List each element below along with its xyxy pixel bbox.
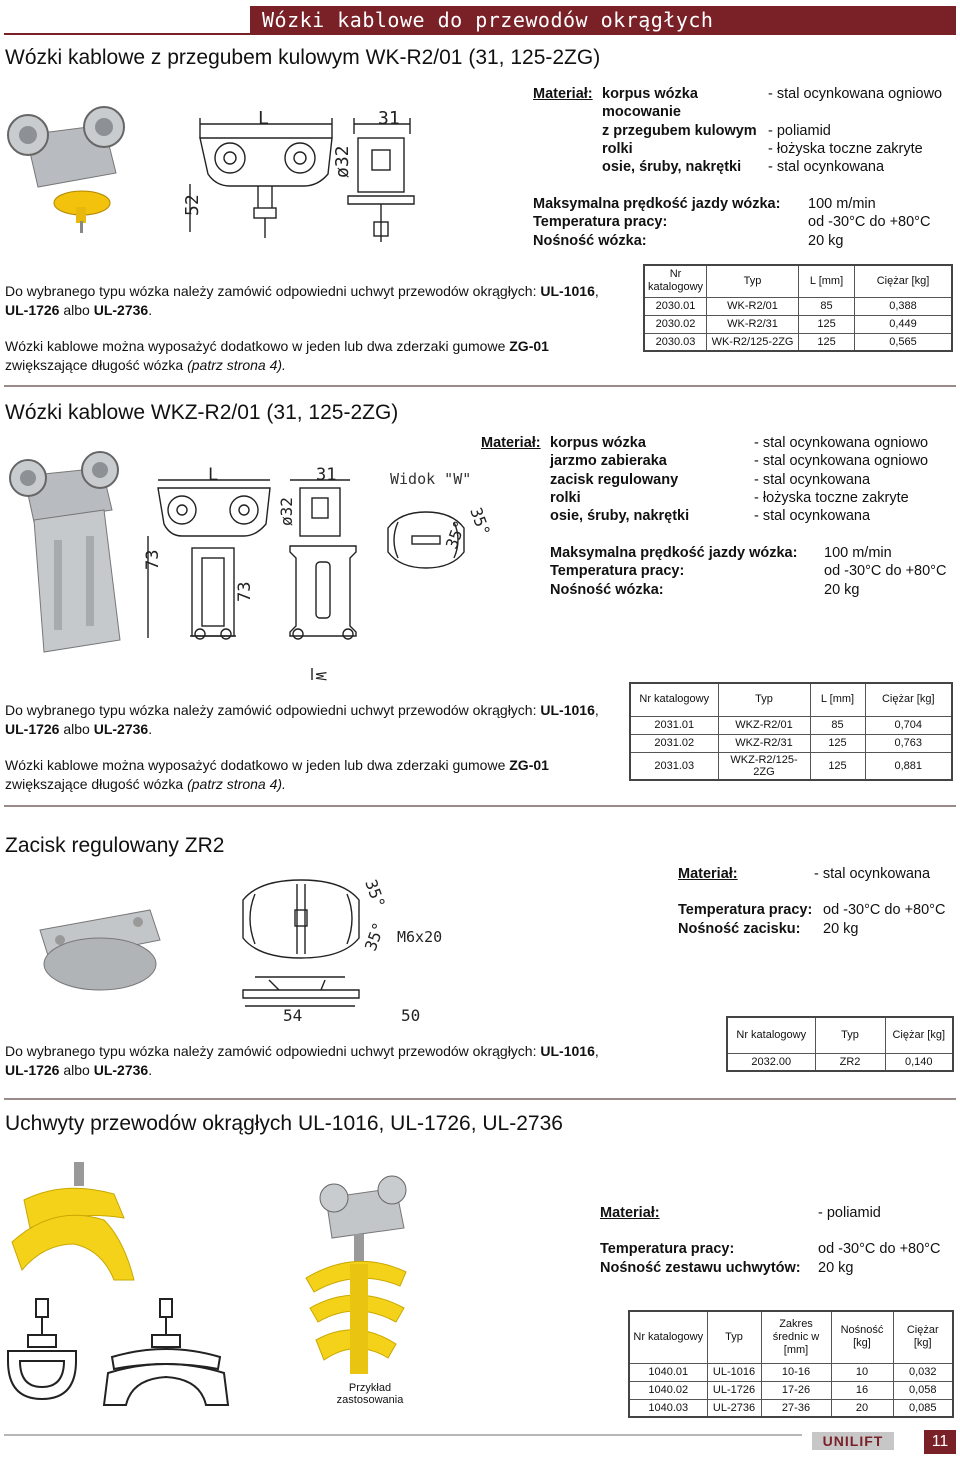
- table-header: Typ: [815, 1017, 885, 1053]
- table-cell: 10: [831, 1363, 893, 1381]
- section-title-zr2: Zacisk regulowany ZR2: [5, 834, 225, 857]
- spec-label: Nośność wózka:: [550, 581, 664, 598]
- dim-50: 50: [401, 1006, 421, 1025]
- table-header: Nr katalogowy: [630, 683, 718, 716]
- spec-value: 20 kg: [824, 581, 860, 598]
- material-value: - stal ocynkowana ogniowo: [768, 86, 943, 102]
- table-cell: 2031.03: [630, 752, 718, 780]
- bolt-size: M6x20: [397, 928, 443, 946]
- dim-d32: ø32: [332, 145, 353, 178]
- wkz-r2-specs: [550, 544, 958, 600]
- material-part: korpus wózka: [602, 86, 698, 102]
- table-header: Nr katalogowy: [727, 1017, 815, 1053]
- table-header: Ciężar [kg]: [893, 1311, 953, 1363]
- table-header: Ciężar [kg]: [885, 1017, 953, 1053]
- angle-35b: 35°: [441, 517, 470, 552]
- wk-r2-bumper-note: Wózki kablowe można wyposażyć dodatkowo w jeden lub dwa zderzaki gumowe ZG-01 zwiększające długość wózka (patrz strona 4).: [5, 338, 549, 373]
- zr2-material: [678, 865, 958, 885]
- table-cell: 2030.02: [644, 315, 707, 333]
- spec-value: 100 m/min: [824, 545, 892, 561]
- table-cell: WKZ-R2/01: [718, 716, 810, 734]
- table-row: [630, 734, 952, 752]
- material-part: osie, śruby, nakrętki: [602, 159, 742, 175]
- table-header: Zakres średnic w [mm]: [761, 1311, 831, 1363]
- table-row: [630, 716, 952, 734]
- section-title-ul-handles: Uchwyty przewodów okrągłych UL-1016, UL-1726, UL-2736: [5, 1112, 563, 1135]
- table-cell: 2032.00: [727, 1053, 815, 1071]
- table-cell: 27-36: [761, 1399, 831, 1417]
- spec-label: Temperatura pracy:: [550, 563, 685, 579]
- ul-application-photo: [296, 1168, 421, 1378]
- spec-label: Temperatura pracy:: [533, 214, 668, 230]
- dim-52: 52: [182, 194, 203, 216]
- spec-value: 20 kg: [823, 920, 859, 937]
- table-cell: 1040.03: [629, 1399, 707, 1417]
- table-cell: UL-2736: [707, 1399, 761, 1417]
- spec-value: 20 kg: [808, 232, 844, 249]
- dim-31: 31: [316, 465, 337, 485]
- wk-r2-specs: [533, 195, 958, 251]
- wkz-r2-trolley-photo: [4, 440, 124, 655]
- table-row: [727, 1053, 953, 1071]
- material-label: Materiał:: [600, 1205, 660, 1221]
- dim-73b: 73: [235, 581, 255, 602]
- material-value: - stal ocynkowana: [768, 159, 885, 175]
- material-value: - stal ocynkowana ogniowo: [754, 453, 929, 469]
- spec-value: 100 m/min: [808, 196, 876, 212]
- dim-d32: ø32: [277, 497, 296, 526]
- spec-label: Nośność zestawu uchwytów:: [600, 1259, 801, 1276]
- material-part: mocowanie: [602, 104, 681, 120]
- spec-label: Nośność wózka:: [533, 232, 647, 249]
- table-cell: 2031.01: [630, 716, 718, 734]
- table-cell: 0,881: [865, 752, 952, 780]
- table-cell: 85: [799, 297, 855, 315]
- wk-r2-trolley-photo: [4, 95, 126, 237]
- ul-handle-photo: [4, 1160, 154, 1285]
- material-value: - łożyska toczne zakryte: [768, 141, 923, 157]
- material-value: - poliamid: [768, 122, 831, 139]
- dim-54: 54: [283, 1006, 303, 1025]
- wkz-r2-technical-drawing: [140, 458, 495, 683]
- table-cell: 2031.02: [630, 734, 718, 752]
- material-value: - łożyska toczne zakryte: [754, 490, 909, 506]
- table-cell: WK-R2/31: [707, 315, 799, 333]
- table-header: Typ: [707, 265, 799, 297]
- table-cell: WKZ-R2/125-2ZG: [718, 752, 810, 780]
- material-part: rolki: [602, 141, 633, 157]
- table-cell: 2030.01: [644, 297, 707, 315]
- table-row: [644, 297, 952, 315]
- spec-value: od -30°C do +80°C: [824, 563, 947, 579]
- table-row: [629, 1399, 953, 1417]
- spec-value: od -30°C do +80°C: [823, 902, 946, 918]
- material-label: Materiał:: [533, 86, 593, 102]
- material-part: osie, śruby, nakrętki: [550, 508, 690, 524]
- table-cell: 1040.02: [629, 1381, 707, 1399]
- table-cell: 17-26: [761, 1381, 831, 1399]
- spec-label: Nośność zacisku:: [678, 920, 801, 937]
- table-cell: 125: [799, 315, 855, 333]
- page-banner: Wózki kablowe do przewodów okrągłych: [250, 6, 956, 35]
- table-row: [629, 1381, 953, 1399]
- material-value: - stal ocynkowana: [814, 866, 931, 882]
- ul-specs: [600, 1240, 958, 1278]
- material-part: jarzmo zabieraka: [550, 453, 667, 469]
- table-cell: 0,032: [893, 1363, 953, 1381]
- material-value: - stal ocynkowana: [754, 471, 871, 488]
- table-header: Ciężar [kg]: [865, 683, 952, 716]
- ul-catalog-table: [628, 1310, 954, 1418]
- table-row: [629, 1363, 953, 1381]
- table-cell: 0,140: [885, 1053, 953, 1071]
- ul-material: [600, 1204, 958, 1224]
- dim-l: L: [258, 108, 269, 129]
- spec-label: Maksymalna prędkość jazdy wózka:: [550, 545, 798, 561]
- material-label: Materiał:: [481, 435, 541, 451]
- table-cell: 20: [831, 1399, 893, 1417]
- table-cell: 0,388: [855, 297, 952, 315]
- table-cell: 0,085: [893, 1399, 953, 1417]
- view-arrow-w: W: [312, 672, 328, 681]
- table-header: Nr katalogowy: [629, 1311, 707, 1363]
- table-header: Ciężar [kg]: [855, 265, 952, 297]
- spec-label: Temperatura pracy:: [600, 1241, 735, 1257]
- table-cell: 0,704: [865, 716, 952, 734]
- table-cell: 10-16: [761, 1363, 831, 1381]
- table-header: L [mm]: [799, 265, 855, 297]
- section-divider: [4, 385, 956, 387]
- footer-rule: [4, 1434, 802, 1436]
- material-label: Materiał:: [678, 866, 738, 882]
- ul-technical-drawing: [2, 1295, 232, 1410]
- wk-r2-handle-note: Do wybranego typu wózka należy zamówić odpowiedni uchwyt przewodów okrągłych: UL-1016, UL-1726 albo UL-2736.: [5, 283, 599, 318]
- angle-35a: 35°: [466, 504, 494, 539]
- section-title-wk-r2: Wózki kablowe z przegubem kulowym WK-R2/01 (31, 125-2ZG): [5, 46, 601, 69]
- table-cell: 0,449: [855, 315, 952, 333]
- zr2-technical-drawing: [225, 872, 475, 1027]
- zr2-handle-note: Do wybranego typu wózka należy zamówić odpowiedni uchwyt przewodów okrągłych: UL-1016, UL-1726 albo UL-2736.: [5, 1043, 599, 1078]
- table-header: Typ: [718, 683, 810, 716]
- table-cell: 16: [831, 1381, 893, 1399]
- table-cell: WK-R2/125-2ZG: [707, 333, 799, 351]
- table-header: Nr katalogowy: [644, 265, 707, 297]
- header-rule: [4, 33, 956, 35]
- spec-value: od -30°C do +80°C: [818, 1241, 941, 1257]
- table-cell: WKZ-R2/31: [718, 734, 810, 752]
- material-part: z przegubem kulowym: [602, 122, 757, 139]
- table-cell: 0,058: [893, 1381, 953, 1399]
- table-row: [644, 333, 952, 351]
- material-value: - poliamid: [818, 1205, 881, 1221]
- zr2-clamp-photo: [30, 900, 170, 1000]
- table-cell: 125: [799, 333, 855, 351]
- angle-35a: 35°: [361, 876, 389, 911]
- section-title-wkz-r2: Wózki kablowe WKZ-R2/01 (31, 125-2ZG): [5, 401, 399, 424]
- spec-label: Temperatura pracy:: [678, 902, 813, 918]
- wkz-r2-bumper-note: Wózki kablowe można wyposażyć dodatkowo w jeden lub dwa zderzaki gumowe ZG-01 zwiększające długość wózka (patrz strona 4).: [5, 757, 549, 792]
- spec-value: od -30°C do +80°C: [808, 214, 931, 230]
- spec-label: Maksymalna prędkość jazdy wózka:: [533, 196, 781, 212]
- zr2-catalog-table: [726, 1016, 954, 1072]
- page-number: 11: [924, 1430, 956, 1454]
- spec-value: 20 kg: [818, 1259, 854, 1276]
- table-header: Nośność [kg]: [831, 1311, 893, 1363]
- table-cell: 0,565: [855, 333, 952, 351]
- table-cell: 0,763: [865, 734, 952, 752]
- section-divider: [4, 805, 956, 807]
- table-cell: 85: [810, 716, 865, 734]
- material-part: zacisk regulowany: [550, 471, 679, 488]
- dim-31: 31: [378, 108, 400, 129]
- table-row: [644, 315, 952, 333]
- material-part: rolki: [550, 490, 581, 506]
- dim-73a: 73: [143, 549, 163, 570]
- dim-l: L: [208, 465, 219, 485]
- table-row: [630, 752, 952, 780]
- zr2-specs: [678, 901, 958, 939]
- application-caption: Przykład zastosowania: [336, 1382, 404, 1406]
- brand-logo: UNILIFT: [812, 1432, 894, 1450]
- table-cell: 1040.01: [629, 1363, 707, 1381]
- material-value: - stal ocynkowana ogniowo: [754, 435, 929, 451]
- table-cell: UL-1726: [707, 1381, 761, 1399]
- wk-r2-technical-drawing: [178, 104, 478, 244]
- section-divider: [4, 1098, 956, 1100]
- table-cell: ZR2: [815, 1053, 885, 1071]
- table-header: Typ: [707, 1311, 761, 1363]
- table-header: L [mm]: [810, 683, 865, 716]
- view-w-label: Widok "W": [390, 470, 472, 488]
- table-cell: 125: [810, 752, 865, 780]
- wkz-r2-handle-note: Do wybranego typu wózka należy zamówić odpowiedni uchwyt przewodów okrągłych: UL-1016, UL-1726 albo UL-2736.: [5, 702, 599, 737]
- wk-r2-materials: [533, 85, 958, 181]
- table-cell: WK-R2/01: [707, 297, 799, 315]
- material-value: - stal ocynkowana: [754, 508, 871, 524]
- wkz-r2-catalog-table: [629, 682, 953, 781]
- table-cell: UL-1016: [707, 1363, 761, 1381]
- material-part: korpus wózka: [550, 435, 646, 451]
- table-cell: 125: [810, 734, 865, 752]
- angle-35b: 35°: [360, 919, 389, 954]
- wkz-r2-materials: [481, 434, 957, 530]
- table-cell: 2030.03: [644, 333, 707, 351]
- wk-r2-catalog-table: [643, 264, 953, 352]
